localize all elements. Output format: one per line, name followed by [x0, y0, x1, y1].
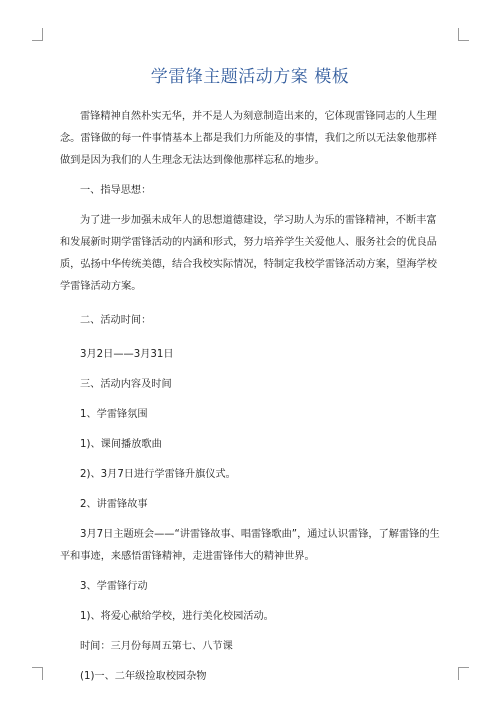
activity-schedule: 时间：三月份每周五第七、八节课 — [80, 641, 233, 652]
guiding-thought-paragraph: 为了进一步加强未成年人的思想道德建设，学习助人为乐的雷锋精神，不断丰富和发展新时期学雷锋活动的内涵和形式，努力培养学生关爱他人、服务社会的优良品质，弘扬中华传统美德，结合我校实际情况，特制定我校学雷锋活动方案，望海学校学雷锋活动方案。 — [60, 215, 437, 292]
page-corner-mark-bottom-right — [458, 667, 469, 680]
page-corner-mark-top-left — [32, 28, 43, 41]
item-lei-feng-action: 3、学雷锋行动 — [80, 581, 148, 592]
intro-paragraph: 雷锋精神自然朴实无华，并不是人为刻意制造出来的，它体现雷锋同志的人生理念。雷锋做的每一件事情基本上都是我们力所能及的事情，我们之所以无法象他那样做到是因为我们的人生理念无法达到像他那样忘私的地步。 — [60, 111, 437, 166]
document-body — [60, 106, 442, 688]
subitem-flag-ceremony: 2)、3月7日进行学雷锋升旗仪式。 — [80, 469, 236, 480]
section-heading-activity-time: 二、活动时间： — [80, 315, 152, 326]
document-title: 学雷锋主题活动方案 模板 — [150, 67, 350, 87]
item-atmosphere: 1、学雷锋氛围 — [80, 409, 148, 420]
stories-paragraph: 3月7日主题班会——“讲雷锋故事、唱雷锋歌曲”，通过认识雷锋，了解雷锋的生平和事迹，来感悟雷锋精神，走进雷锋伟大的精神世界。 — [60, 529, 440, 562]
subitem-pick-litter: (1)一、二年级捡取校园杂物 — [80, 671, 207, 682]
section-heading-activity-content: 三、活动内容及时间 — [80, 379, 172, 390]
item-tell-stories: 2、讲雷锋故事 — [80, 499, 148, 510]
page-corner-mark-bottom-left — [32, 667, 43, 680]
section-heading-guiding-thought: 一、指导思想： — [80, 185, 152, 196]
subitem-beautify-campus: 1)、将爱心献给学校，进行美化校园活动。 — [80, 611, 274, 622]
page-corner-mark-top-right — [458, 28, 469, 41]
activity-date-range: 3月2日——3月31日 — [80, 349, 174, 360]
subitem-play-songs: 1)、课间播放歌曲 — [80, 439, 162, 450]
